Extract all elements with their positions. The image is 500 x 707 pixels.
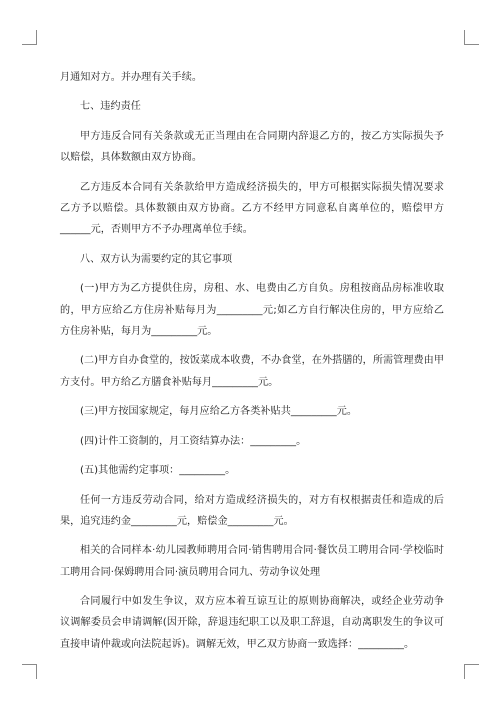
paragraph-related-contracts: 相关的合同样本·幼儿园教师聘用合同·销售聘用合同·餐饮员工聘用合同·学校临时工聘用合同·保姆聘用合同·演员聘用合同九、劳动争议处理 bbox=[60, 545, 444, 578]
section-heading-other-matters: 八、双方认为需要约定的其它事项 bbox=[80, 253, 233, 265]
paragraph-dispute-resolution: 合同履行中如发生争议，双方应本着互谅互让的原则协商解决，或经企业劳动争议调解委员会申请调解(因开除，辞退违纪职工以及职工辞退，自动离职发生的争议可直接申请仲裁或向法院起诉)。调解无效，甲乙双方协商一致选择：_________。 bbox=[60, 596, 444, 650]
paragraph-allowances: (三)甲方按国家规定，每月应给乙方各类补贴共_________元。 bbox=[80, 406, 358, 418]
crop-mark-bottom-right bbox=[464, 664, 479, 679]
section-heading-breach-liability: 七、违约责任 bbox=[80, 101, 141, 113]
paragraph-employee-breach: 乙方违反本合同有关条款给甲方造成经济损失的，甲方可根据实际损失情况要求乙方予以赔偿。具体数额由双方协商。乙方不经甲方同意私自离单位的，赔偿甲方______元，否则甲方不予办理离单位手续。 bbox=[60, 181, 444, 236]
document-body bbox=[60, 67, 444, 663]
paragraph-continuation: 月通知对方。并办理有关手续。 bbox=[60, 72, 203, 83]
paragraph-canteen: (二)甲方自办食堂的，按饭菜成本收费，不办食堂，在外搭膳的，所需管理费由甲方支付。甲方给乙方膳食补贴每月_________元。 bbox=[60, 355, 444, 388]
crop-mark-bottom-left bbox=[22, 664, 37, 679]
paragraph-housing: (一)甲方为乙方提供住房，房租、水、电费由乙方自负。房租按商品房标准收取的，甲方应给乙方住房补贴每月为_________元;如乙方自行解决住房的，甲方应给乙方住房补贴，每月为_________元。 bbox=[60, 283, 444, 337]
paragraph-employer-breach: 甲方违反合同有关条款或无正当理由在合同期内辞退乙方的，按乙方实际损失予以赔偿，具体数额由双方协商。 bbox=[60, 130, 444, 164]
paragraph-other-items: (五)其他需约定事项：_________。 bbox=[80, 465, 236, 477]
crop-mark-top-left bbox=[22, 30, 37, 45]
paragraph-penalty: 任何一方违反劳动合同，给对方造成经济损失的，对方有权根据责任和造成的后果，追究违约金_________元，赔偿金_________元。 bbox=[60, 494, 444, 527]
paragraph-piece-rate: (四)计件工资制的，月工资结算办法：_________。 bbox=[80, 435, 307, 447]
crop-mark-top-right bbox=[464, 30, 479, 45]
